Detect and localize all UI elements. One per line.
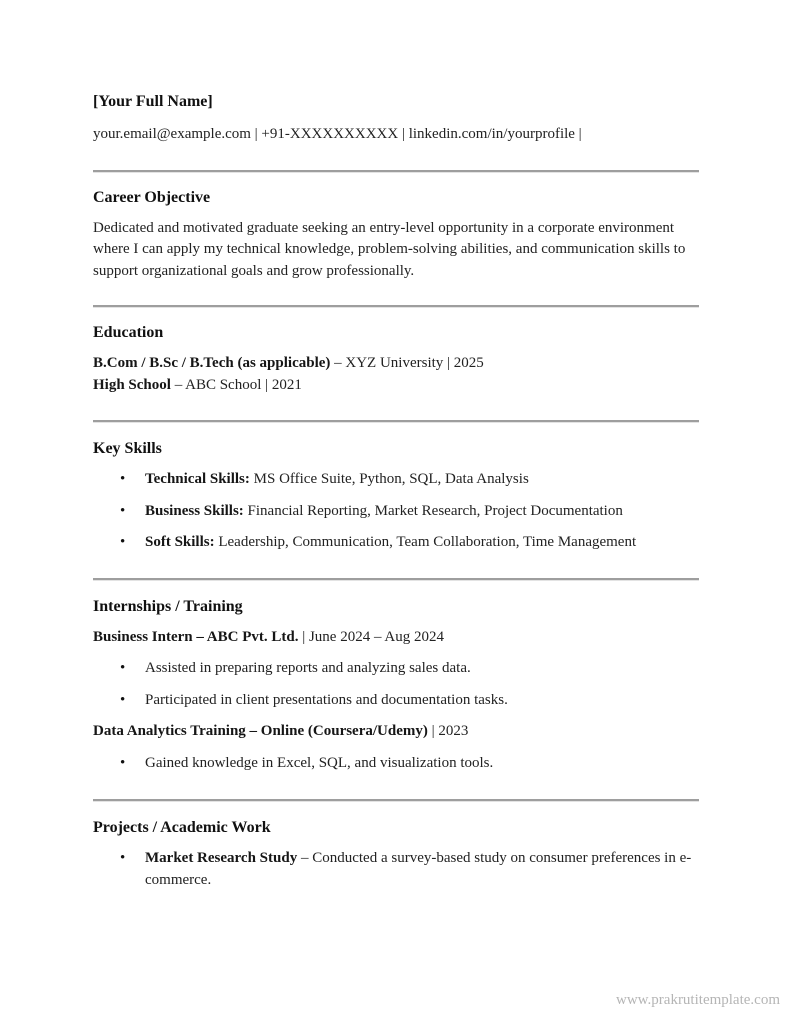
- internship-bullet-text: Gained knowledge in Excel, SQL, and visualization tools.: [145, 754, 494, 771]
- career-objective-heading: Career Objective: [93, 189, 211, 206]
- section-education: [93, 322, 699, 396]
- project-description: – Conducted a survey-based study on consumer preferences in e-commerce.: [145, 850, 692, 888]
- degree-title: High School: [93, 376, 171, 393]
- internship-title-line: [93, 721, 699, 743]
- internship-title: Data Analytics Training – Online (Coursera/Udemy): [93, 723, 428, 740]
- section-divider: [93, 170, 699, 173]
- section-key-skills: [93, 438, 699, 554]
- degree-details: – ABC School | 2021: [170, 376, 302, 393]
- skill-label: Technical Skills:: [145, 471, 250, 488]
- projects-heading: Projects / Academic Work: [93, 819, 271, 837]
- education-entry: [93, 375, 699, 397]
- footer-website: www.prakrutitemplate.com: [616, 992, 780, 1008]
- internship-bullet-text: Participated in client presentations and documentation tasks.: [145, 691, 508, 708]
- internship-bullet: [93, 658, 699, 680]
- section-career-objective: [93, 187, 699, 282]
- skill-value: Leadership, Communication, Team Collaboration, Time Management: [214, 534, 637, 551]
- internships-heading: Internships / Training: [93, 597, 243, 615]
- skill-label: Business Skills:: [145, 502, 244, 519]
- bullet-dot: •: [120, 754, 126, 771]
- career-objective-text: Dedicated and motivated graduate seeking an entry-level opportunity in a corporate environment where I can apply my technical knowledge, problem-solving abilities, and communication skills to support organizational goals and grow professionally.: [93, 220, 686, 279]
- project-item: [93, 848, 699, 891]
- internship-bullet-text: Assisted in preparing reports and analyzing sales data.: [145, 660, 471, 677]
- degree-details: – XYZ University | 2025: [330, 355, 484, 372]
- internship-bullet: [93, 753, 699, 775]
- section-divider: [93, 305, 699, 308]
- bullet-dot: •: [120, 660, 126, 677]
- skill-value: MS Office Suite, Python, SQL, Data Analysis: [249, 471, 529, 488]
- skill-item: [93, 501, 699, 523]
- skill-item: [93, 469, 699, 491]
- section-internships: [93, 596, 699, 775]
- contact-line: your.email@example.com | +91-XXXXXXXXXX | linkedin.com/in/yourprofile |: [93, 126, 582, 142]
- bullet-dot: •: [120, 850, 126, 867]
- internship-bullet: [93, 690, 699, 712]
- internship-title-line: [93, 627, 699, 649]
- bullet-dot: •: [120, 502, 126, 519]
- section-divider: [93, 578, 699, 581]
- degree-title: B.Com / B.Sc / B.Tech (as applicable): [93, 355, 331, 372]
- bullet-dot: •: [120, 691, 126, 708]
- project-title: Market Research Study: [145, 850, 298, 867]
- bullet-dot: •: [120, 534, 126, 551]
- internship-period: | June 2024 – Aug 2024: [298, 628, 444, 645]
- section-divider: [93, 799, 699, 802]
- section-projects: [93, 817, 699, 891]
- skill-value: Financial Reporting, Market Research, Project Documentation: [243, 502, 623, 519]
- education-heading: Education: [93, 324, 164, 342]
- candidate-name: [Your Full Name]: [93, 93, 213, 110]
- education-entry: [93, 353, 699, 375]
- section-divider: [93, 420, 699, 423]
- key-skills-heading: Key Skills: [93, 440, 162, 458]
- bullet-dot: •: [120, 471, 126, 488]
- skill-item: [93, 532, 699, 554]
- internship-title: Business Intern – ABC Pvt. Ltd.: [93, 628, 299, 645]
- internship-period: | 2023: [427, 723, 469, 740]
- skill-label: Soft Skills:: [145, 534, 215, 551]
